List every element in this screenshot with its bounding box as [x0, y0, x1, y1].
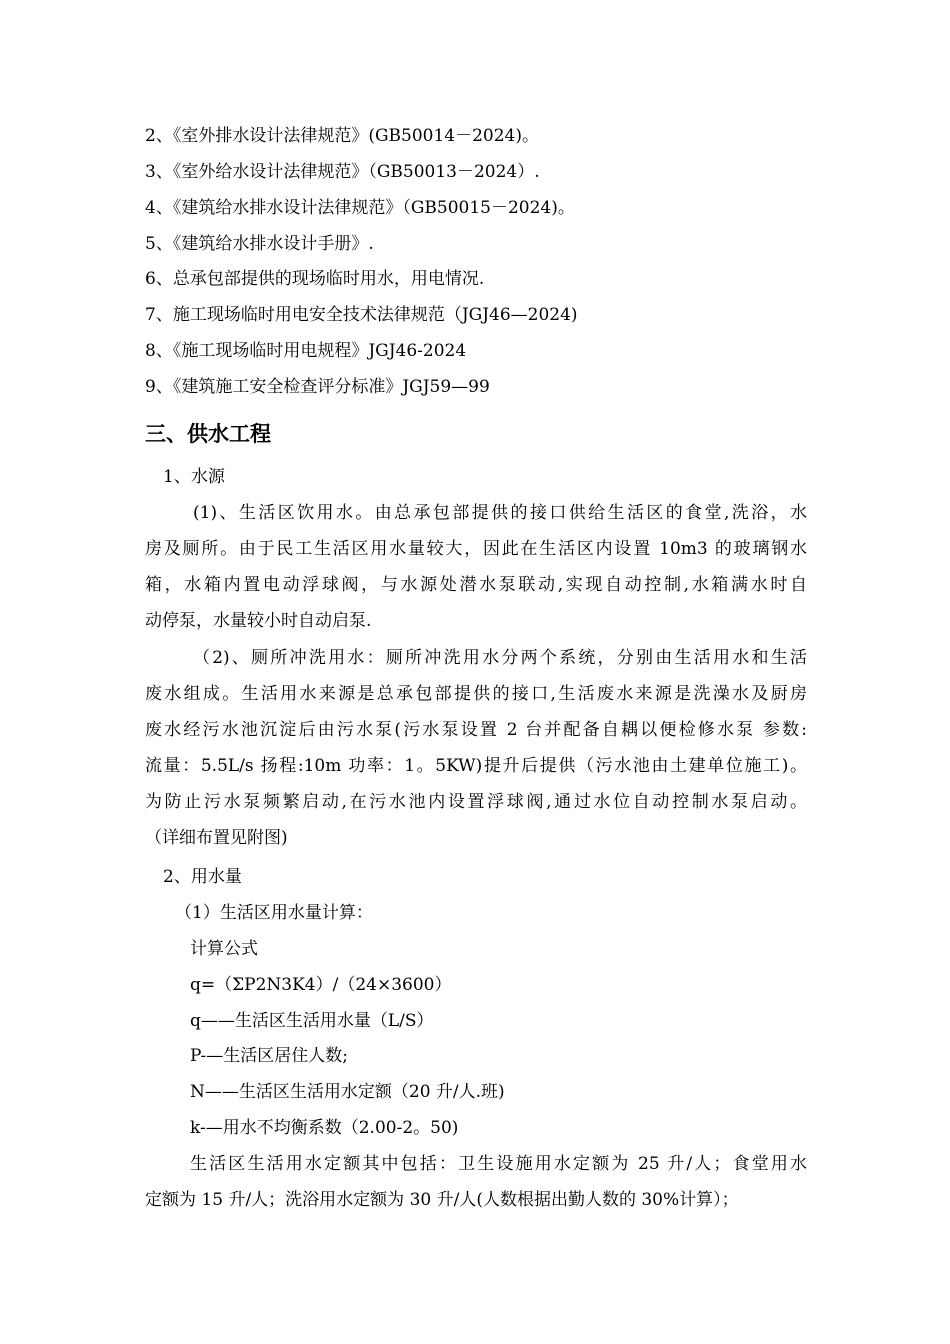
paragraph-line: 箱，水箱内置电动浮球阀，与水源处潜水泵联动,实现自动控制,水箱满水时自 [145, 575, 807, 595]
formula-label: 计算公式 [190, 939, 258, 959]
paragraph-line: （2)、厕所冲洗用水：厕所冲洗用水分两个系统，分别由生活用水和生活 [193, 648, 807, 668]
reference-item: 6、总承包部提供的现场临时用水，用电情况. [145, 269, 485, 289]
paragraph-line: 流量：5.5L/s 扬程:10m 功率：1。5KW)提升后提供（污水池由土建单位施工)。 [145, 756, 807, 776]
reference-item: 5、《建筑给水排水设计手册》. [145, 234, 374, 254]
subsection-title: 2、用水量 [163, 867, 242, 887]
paragraph-line: 定额为 15 升/人；洗浴用水定额为 30 升/人(人数根据出勤人数的 30%计算）； [145, 1190, 739, 1210]
reference-item: 7、施工现场临时用电安全技术法律规范（JGJ46—2024) [145, 305, 578, 325]
reference-item: 2、《室外排水设计法律规范》(GB50014－2024)。 [145, 126, 539, 146]
paragraph-line: 生活区生活用水定额其中包括：卫生设施用水定额为 25 升/人；食堂用水 [190, 1154, 807, 1174]
subsection-title: 1、水源 [163, 467, 225, 487]
formula-definition: P-—生活区居住人数; [190, 1046, 348, 1066]
paragraph-line: 房及厕所。由于民工生活区用水量较大，因此在生活区内设置 10m3 的玻璃钢水 [145, 539, 807, 559]
paragraph-line: （详细布置见附图) [145, 828, 288, 848]
paragraph-line: (1)、生活区饮用水。由总承包部提供的接口供给生活区的食堂,洗浴，水 [193, 503, 807, 523]
sub-subsection-title: （1）生活区用水量计算： [175, 903, 373, 923]
paragraph-line: 废水经污水池沉淀后由污水泵(污水泵设置 2 台并配备自耦以便检修水泵 参数: [145, 720, 807, 740]
formula-definition: k-—用水不均衡系数（2.00-2。50) [190, 1118, 459, 1138]
reference-item: 4、《建筑给水排水设计法律规范》（GB50015－2024)。 [145, 198, 575, 218]
formula-definition: q——生活区生活用水量（L/S） [190, 1011, 434, 1031]
paragraph-line: 为防止污水泵频繁启动,在污水池内设置浮球阀,通过水位自动控制水泵启动。 [145, 792, 807, 812]
paragraph-line: 废水组成。生活用水来源是总承包部提供的接口,生活废水来源是洗澡水及厨房 [145, 684, 807, 704]
paragraph-line: 动停泵，水量较小时自动启泵. [145, 611, 372, 631]
reference-item: 3、《室外给水设计法律规范》（GB50013－2024）. [145, 162, 540, 182]
section-heading: 三、供水工程 [145, 422, 271, 446]
reference-item: 9、《建筑施工安全检查评分标准》JGJ59—99 [145, 377, 490, 397]
formula: q=（ΣP2N3K4）/（24×3600） [190, 975, 452, 995]
formula-definition: N——生活区生活用水定额（20 升/人.班) [190, 1082, 505, 1102]
reference-item: 8、《施工现场临时用电规程》JGJ46-2024 [145, 341, 467, 361]
